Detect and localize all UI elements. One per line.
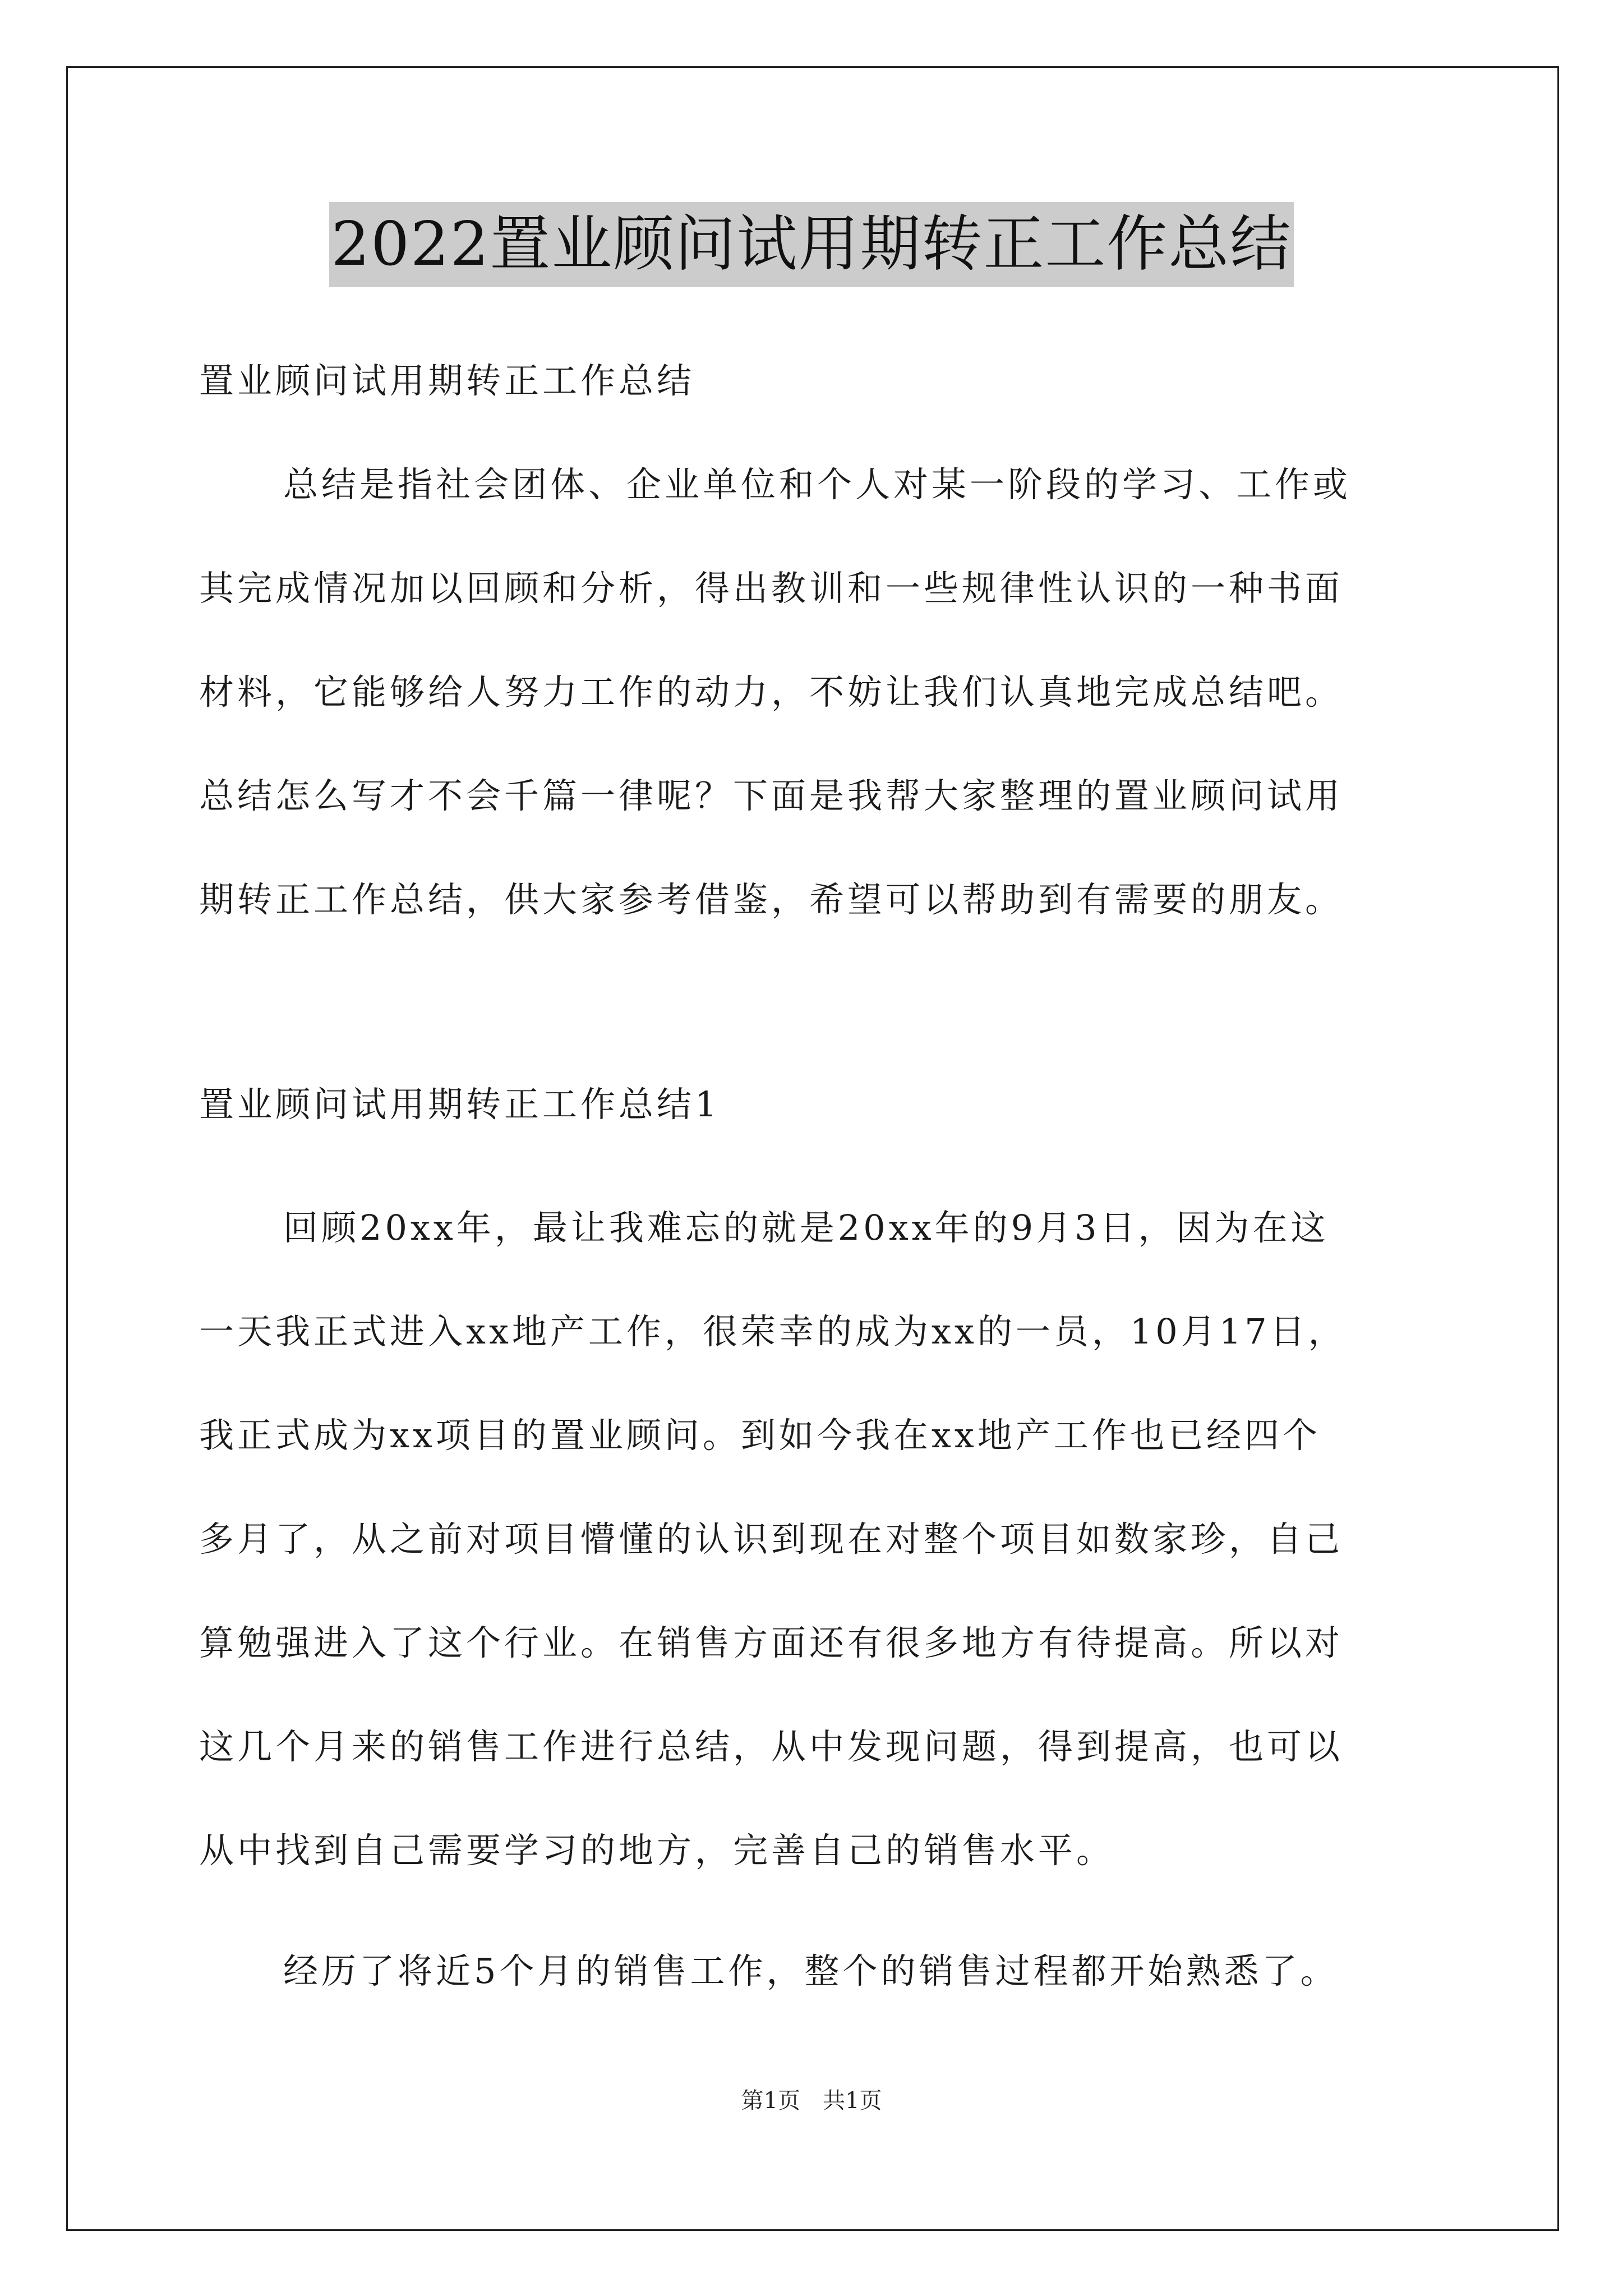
intro-line-2: 其完成情况加以回顾和分析，得出教训和一些规律性认识的一种书面 (199, 568, 1344, 609)
section-line-5: 算勉强进入了这个行业。在销售方面还有很多地方有待提高。所以对 (199, 1622, 1344, 1663)
document-subtitle: 置业顾问试用期转正工作总结 (199, 360, 695, 401)
section-line-7: 从中找到自己需要学习的地方，完善自己的销售水平。 (199, 1830, 1115, 1871)
intro-line-1: 总结是指社会团体、企业单位和个人对某一阶段的学习、工作或 (283, 464, 1352, 505)
intro-line-5: 期转正工作总结，供大家参考借鉴，希望可以帮助到有需要的朋友。 (199, 879, 1344, 920)
section-line-4: 多月了，从之前对项目懵懂的认识到现在对整个项目如数家珍，自己 (199, 1519, 1344, 1559)
page-footer: 第1页 共1页 (741, 2088, 882, 2114)
document-title: 2022置业顾问试用期转正工作总结 (329, 202, 1294, 287)
intro-line-4: 总结怎么写才不会千篇一律呢？下面是我帮大家整理的置业顾问试用 (199, 775, 1344, 816)
section-line-1: 回顾20xx年，最让我难忘的就是20xx年的9月3日，因为在这 (283, 1207, 1329, 1248)
section-line-3: 我正式成为xx项目的置业顾问。到如今我在xx地产工作也已经四个 (199, 1415, 1321, 1456)
section-line-8: 经历了将近5个月的销售工作，整个的销售过程都开始熟悉了。 (283, 1950, 1339, 1991)
section-heading: 置业顾问试用期转正工作总结1 (199, 1084, 721, 1125)
title-container (0, 202, 1623, 287)
section-line-6: 这几个月来的销售工作进行总结，从中发现问题，得到提高，也可以 (199, 1726, 1344, 1767)
intro-line-3: 材料，它能够给人努力工作的动力，不妨让我们认真地完成总结吧。 (199, 671, 1344, 712)
section-line-2: 一天我正式进入xx地产工作，很荣幸的成为xx的一员，10月17日， (199, 1311, 1347, 1352)
